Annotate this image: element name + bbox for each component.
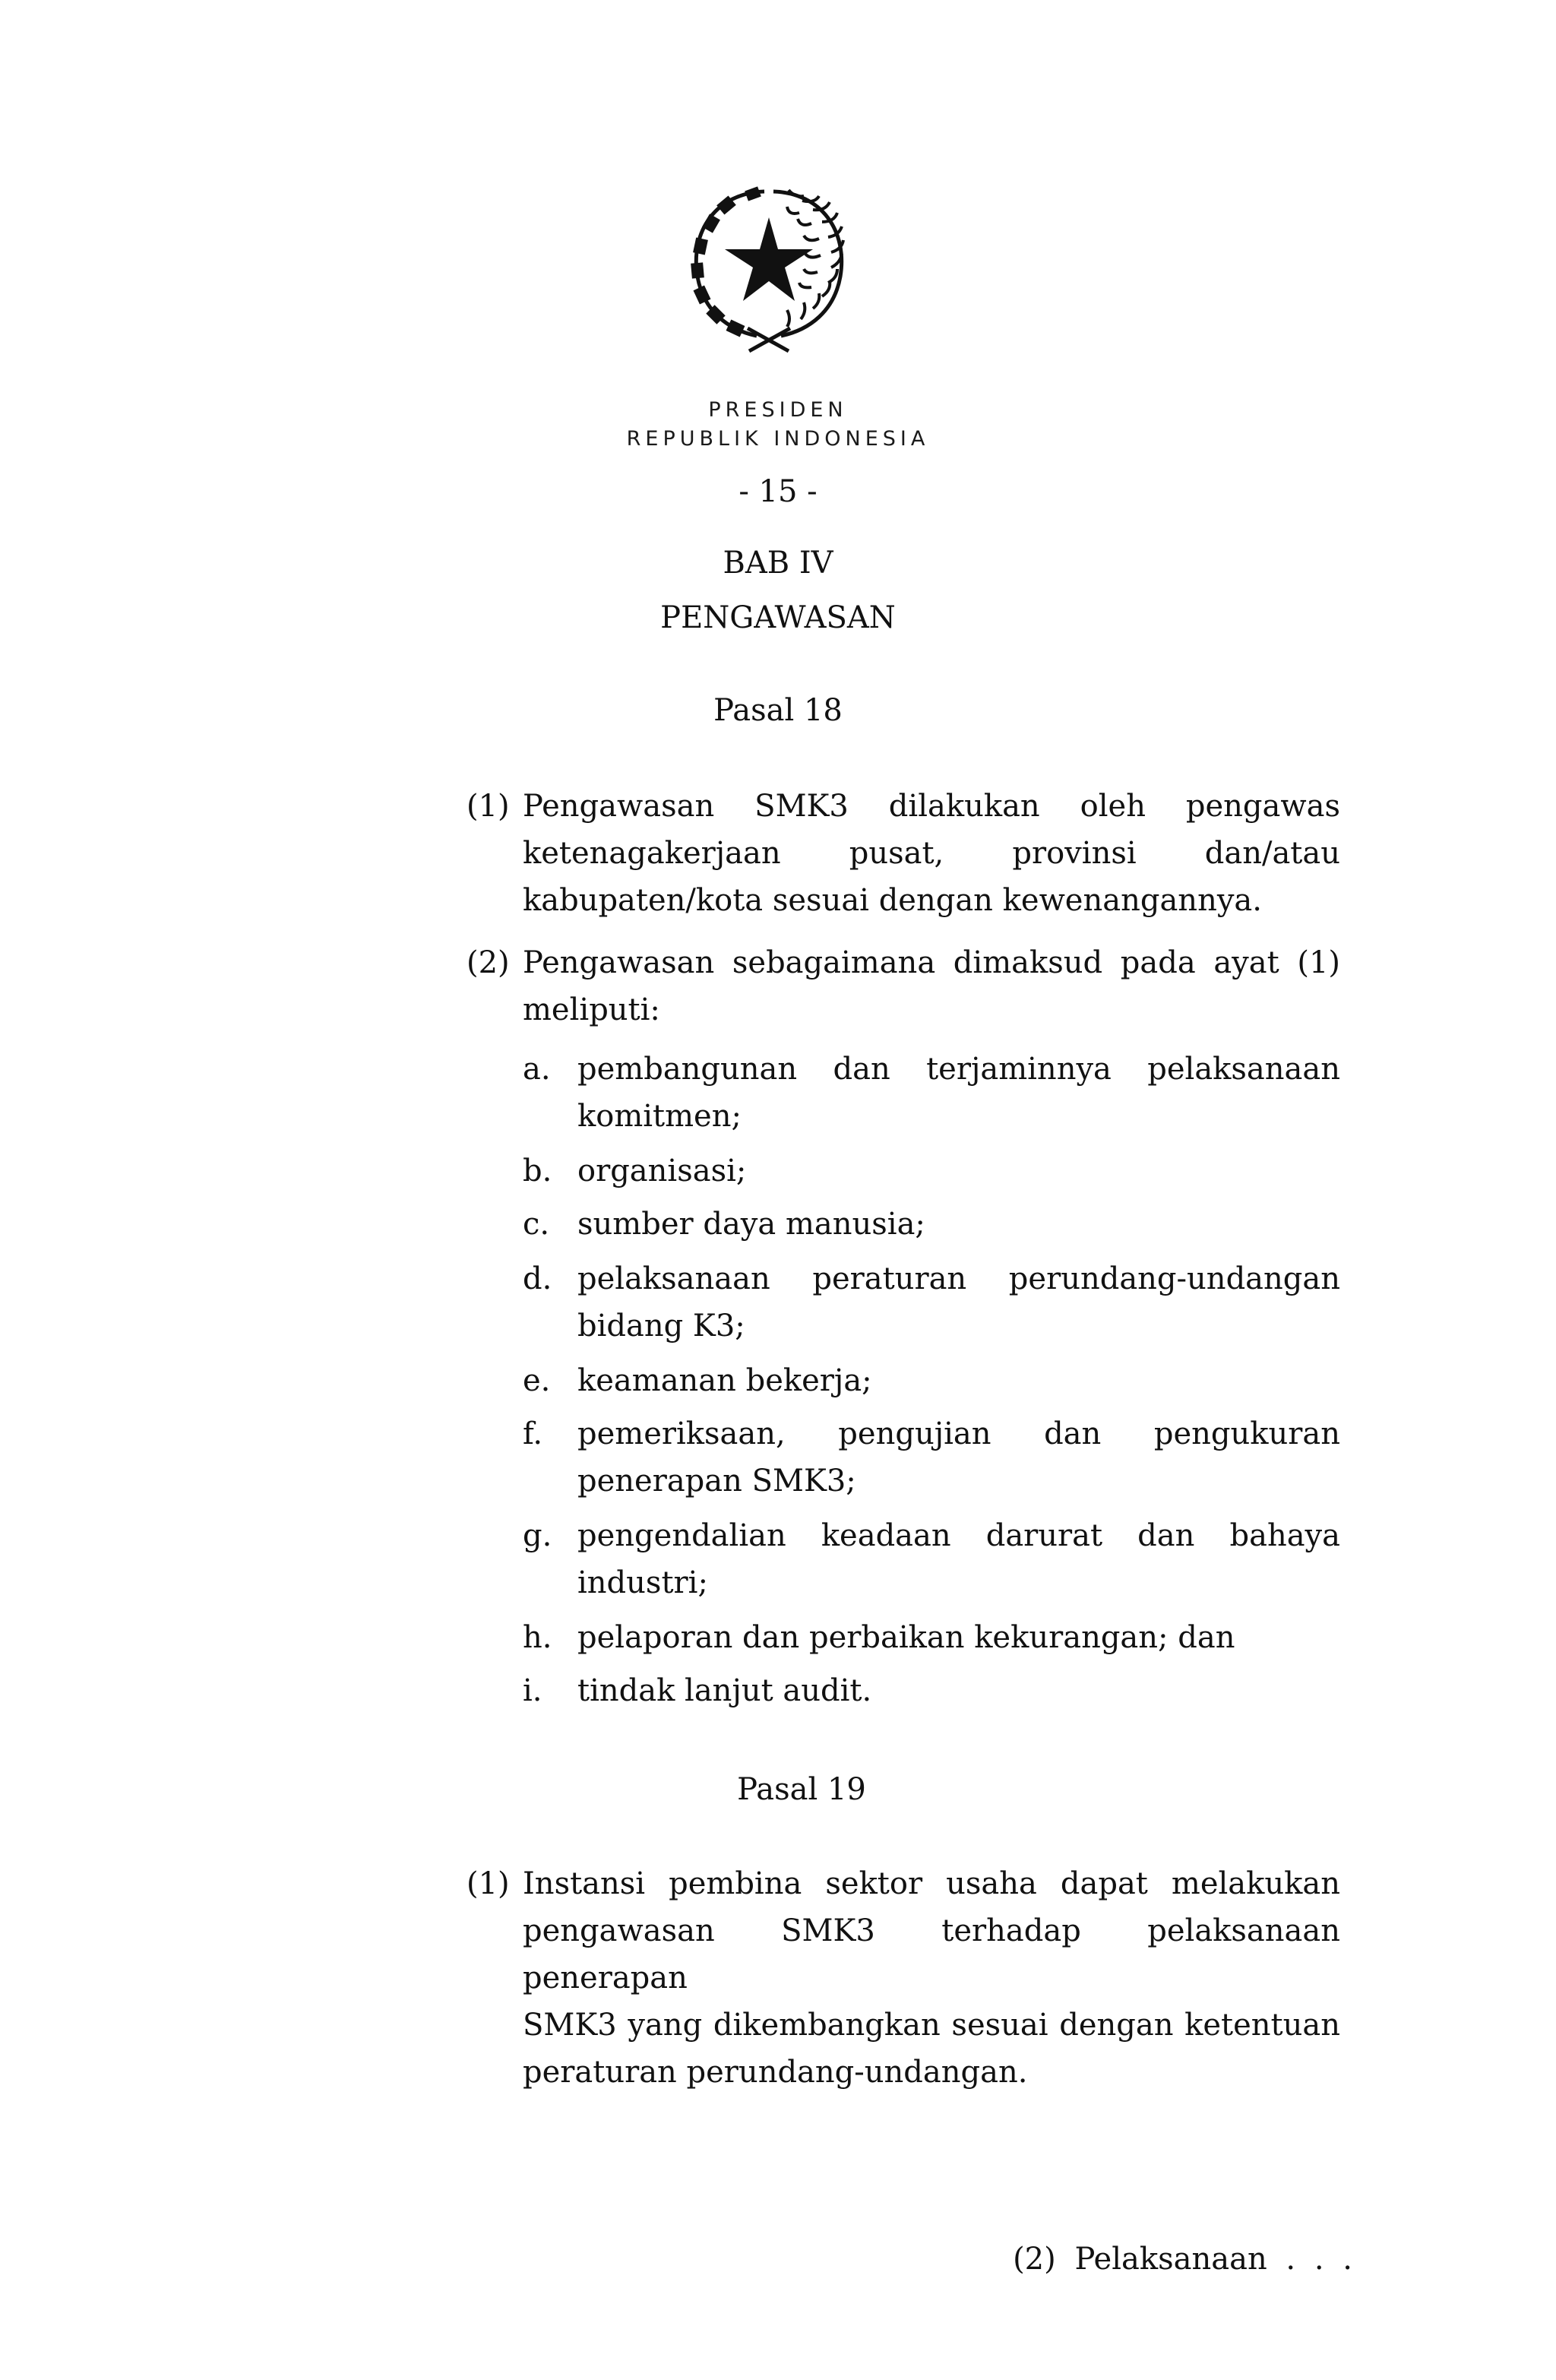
subitem-letter: c. [523, 1207, 550, 1242]
paragraph-line: keamanan bekerja; [577, 1363, 872, 1398]
paragraph-line: Instansi pembina sektor usaha dapat melakukan [523, 1866, 1340, 1901]
paragraph-line: penerapan SMK3; [577, 1464, 856, 1499]
paragraph-line: pemeriksaan, pengujian dan pengukuran [577, 1416, 1340, 1451]
paragraph-line: komitmen; [577, 1099, 742, 1134]
chapter-title: PENGAWASAN [660, 600, 896, 635]
subitem-text [577, 1255, 1340, 1350]
paragraph-line: organisasi; [577, 1154, 747, 1188]
article-heading-18: Pasal 18 [713, 693, 843, 728]
paragraph-line: pelaporan dan perbaikan kekurangan; dan [577, 1620, 1235, 1655]
article-paragraph [523, 783, 1340, 924]
subitem-text [577, 1614, 1340, 1661]
paragraph-line: pelaksanaan peraturan perundang-undangan [577, 1261, 1340, 1296]
paragraph-line: pembangunan dan terjaminnya pelaksanaan [577, 1052, 1340, 1087]
paragraph-line: SMK3 yang dikembangkan sesuai dengan ketentuan [523, 2008, 1340, 2043]
subitem-text [577, 1512, 1340, 1606]
item-number: (2) [466, 945, 510, 980]
article-paragraph [523, 1860, 1340, 2096]
subitem-text [577, 1201, 1340, 1248]
article-paragraph [523, 939, 1340, 1033]
item-number: (1) [466, 789, 510, 824]
paragraph-line: Pengawasan sebagaimana dimaksud pada ayat (1) [523, 945, 1340, 980]
paragraph-line: kabupaten/kota sesuai dengan kewenangannya. [523, 883, 1262, 918]
masthead-line-presiden: PRESIDEN [708, 398, 848, 422]
subitem-letter: f. [523, 1416, 543, 1451]
subitem-letter: d. [523, 1261, 552, 1296]
paragraph-line: ketenagakerjaan pusat, provinsi dan/atau [523, 836, 1340, 871]
presidential-emblem-icon [675, 170, 863, 359]
paragraph-line: sumber daya manusia; [577, 1207, 925, 1242]
article-heading-19: Pasal 19 [737, 1772, 866, 1807]
paragraph-line: tindak lanjut audit. [577, 1673, 872, 1708]
subitem-letter: e. [523, 1363, 551, 1398]
subitem-letter: b. [523, 1154, 552, 1188]
masthead-line-republik: REPUBLIK INDONESIA [626, 427, 930, 451]
subitem-letter: i. [523, 1673, 542, 1708]
subitem-letter: g. [523, 1518, 552, 1553]
subitem-letter: a. [523, 1052, 551, 1087]
subitem-text [577, 1046, 1340, 1140]
paragraph-line: industri; [577, 1565, 708, 1600]
paragraph-line: pengendalian keadaan darurat dan bahaya [577, 1518, 1340, 1553]
subitem-text [577, 1667, 1340, 1714]
subitem-letter: h. [523, 1620, 552, 1655]
paragraph-line: pengawasan SMK3 terhadap pelaksanaan penerapan [523, 1913, 1340, 1995]
paragraph-line: Pengawasan SMK3 dilakukan oleh pengawas [523, 789, 1340, 824]
paragraph-line: bidang K3; [577, 1309, 745, 1343]
paragraph-line: peraturan perundang-undangan. [523, 2055, 1028, 2090]
page-number: - 15 - [738, 474, 818, 509]
subitem-text [577, 1357, 1340, 1404]
subitem-text [577, 1147, 1340, 1195]
subitem-text [577, 1410, 1340, 1505]
item-number: (1) [466, 1866, 510, 1901]
chapter-number: BAB IV [723, 546, 833, 581]
paragraph-line: meliputi: [523, 992, 660, 1027]
catchword: (2) Pelaksanaan . . . [1013, 2242, 1352, 2277]
